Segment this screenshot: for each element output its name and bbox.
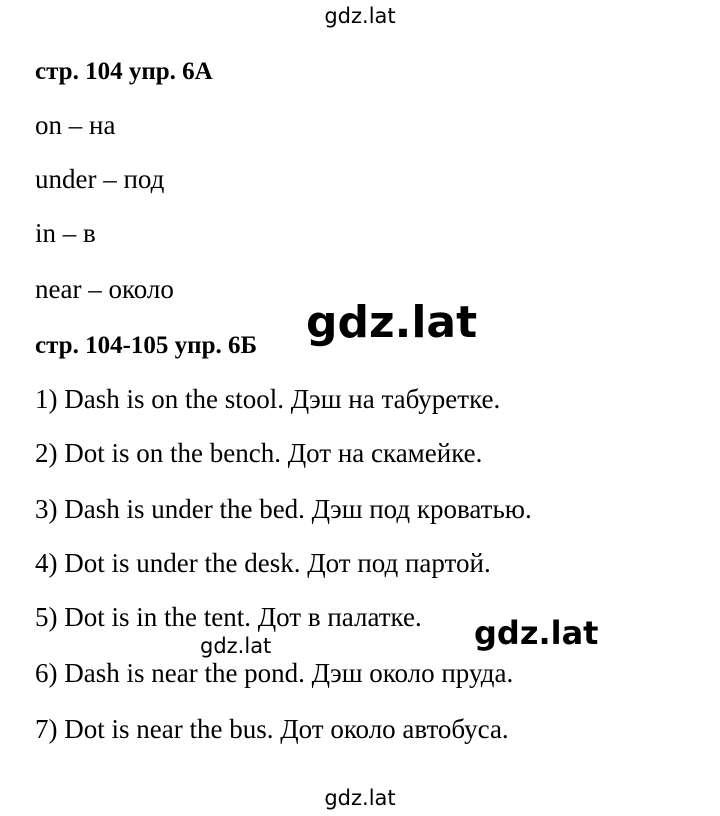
sentence-item: 4) Dot is under the desk. Дот под партой. xyxy=(35,548,491,578)
watermark-large: gdz.lat xyxy=(474,614,602,652)
sentence-item: 3) Dash is under the bed. Дэш под кроватью. xyxy=(35,494,532,524)
sentence-item: 7) Dot is near the bus. Дот около автобуса. xyxy=(35,714,509,744)
watermark-bottom: gdz.lat xyxy=(324,786,396,810)
sentence-item: 6) Dash is near the pond. Дэш около пруда. xyxy=(35,658,514,688)
vocab-item: near – около xyxy=(35,274,174,304)
sentence-item: 1) Dash is on the stool. Дэш на табуретке. xyxy=(35,384,501,414)
watermark-top: gdz.lat xyxy=(324,4,396,28)
vocab-item: under – под xyxy=(35,164,165,194)
vocab-item: in – в xyxy=(35,218,96,248)
watermark-large: gdz.lat xyxy=(306,297,478,348)
vocab-item: on – на xyxy=(35,110,116,140)
watermark-small: gdz.lat xyxy=(200,634,272,658)
sentence-item: 2) Dot is on the bench. Дот на скамейке. xyxy=(35,438,483,468)
section-b-heading: стр. 104-105 упр. 6Б xyxy=(35,332,257,359)
sentence-item: 5) Dot is in the tent. Дот в палатке. xyxy=(35,602,422,632)
section-a-heading: стр. 104 упр. 6А xyxy=(35,58,213,85)
